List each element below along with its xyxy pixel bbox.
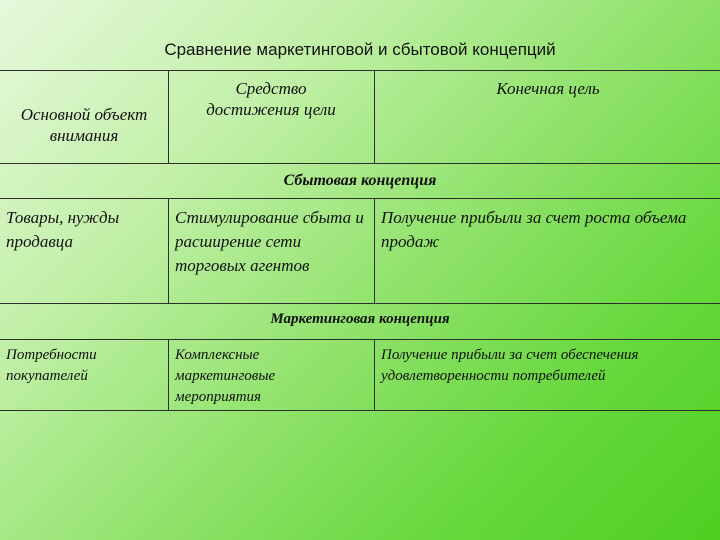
header-final-goal: Конечная цель xyxy=(496,79,600,98)
sales-divider-2 xyxy=(374,198,375,303)
marketing-row-bottom-border xyxy=(0,410,720,411)
sales-section-bottom-border xyxy=(0,198,720,199)
slide-title: Сравнение маркетинговой и сбытовой концепций xyxy=(164,40,556,59)
header-means: Средство достижения цели xyxy=(206,79,336,119)
marketing-section-bottom-border xyxy=(0,339,720,340)
marketing-final-goal: Получение прибыли за счет обеспечения удовлетворенности потребителей xyxy=(381,347,639,384)
sales-row-bottom-border xyxy=(0,303,720,304)
marketing-main-object: Потребности покупателей xyxy=(6,347,97,384)
header-bottom-border xyxy=(0,163,720,164)
sales-main-object: Товары, нужды продавца xyxy=(6,208,120,251)
sales-means: Стимулирование сбыта и расширение сети торговых агентов xyxy=(175,208,364,275)
marketing-divider-2 xyxy=(374,339,375,410)
marketing-means: Комплексные маркетинговые мероприятия xyxy=(175,347,276,405)
header-main-object: Основной объект внимания xyxy=(20,105,148,145)
table-top-border xyxy=(0,70,720,71)
sales-final-goal: Получение прибыли за счет роста объема продаж xyxy=(381,208,687,251)
header-divider-2 xyxy=(374,70,375,163)
sales-divider-1 xyxy=(168,198,169,303)
section-sales-concept: Сбытовая концепция xyxy=(283,172,437,189)
marketing-divider-1 xyxy=(168,339,169,410)
section-marketing-concept: Маркетинговая концепция xyxy=(270,311,450,327)
header-divider-1 xyxy=(168,70,169,163)
